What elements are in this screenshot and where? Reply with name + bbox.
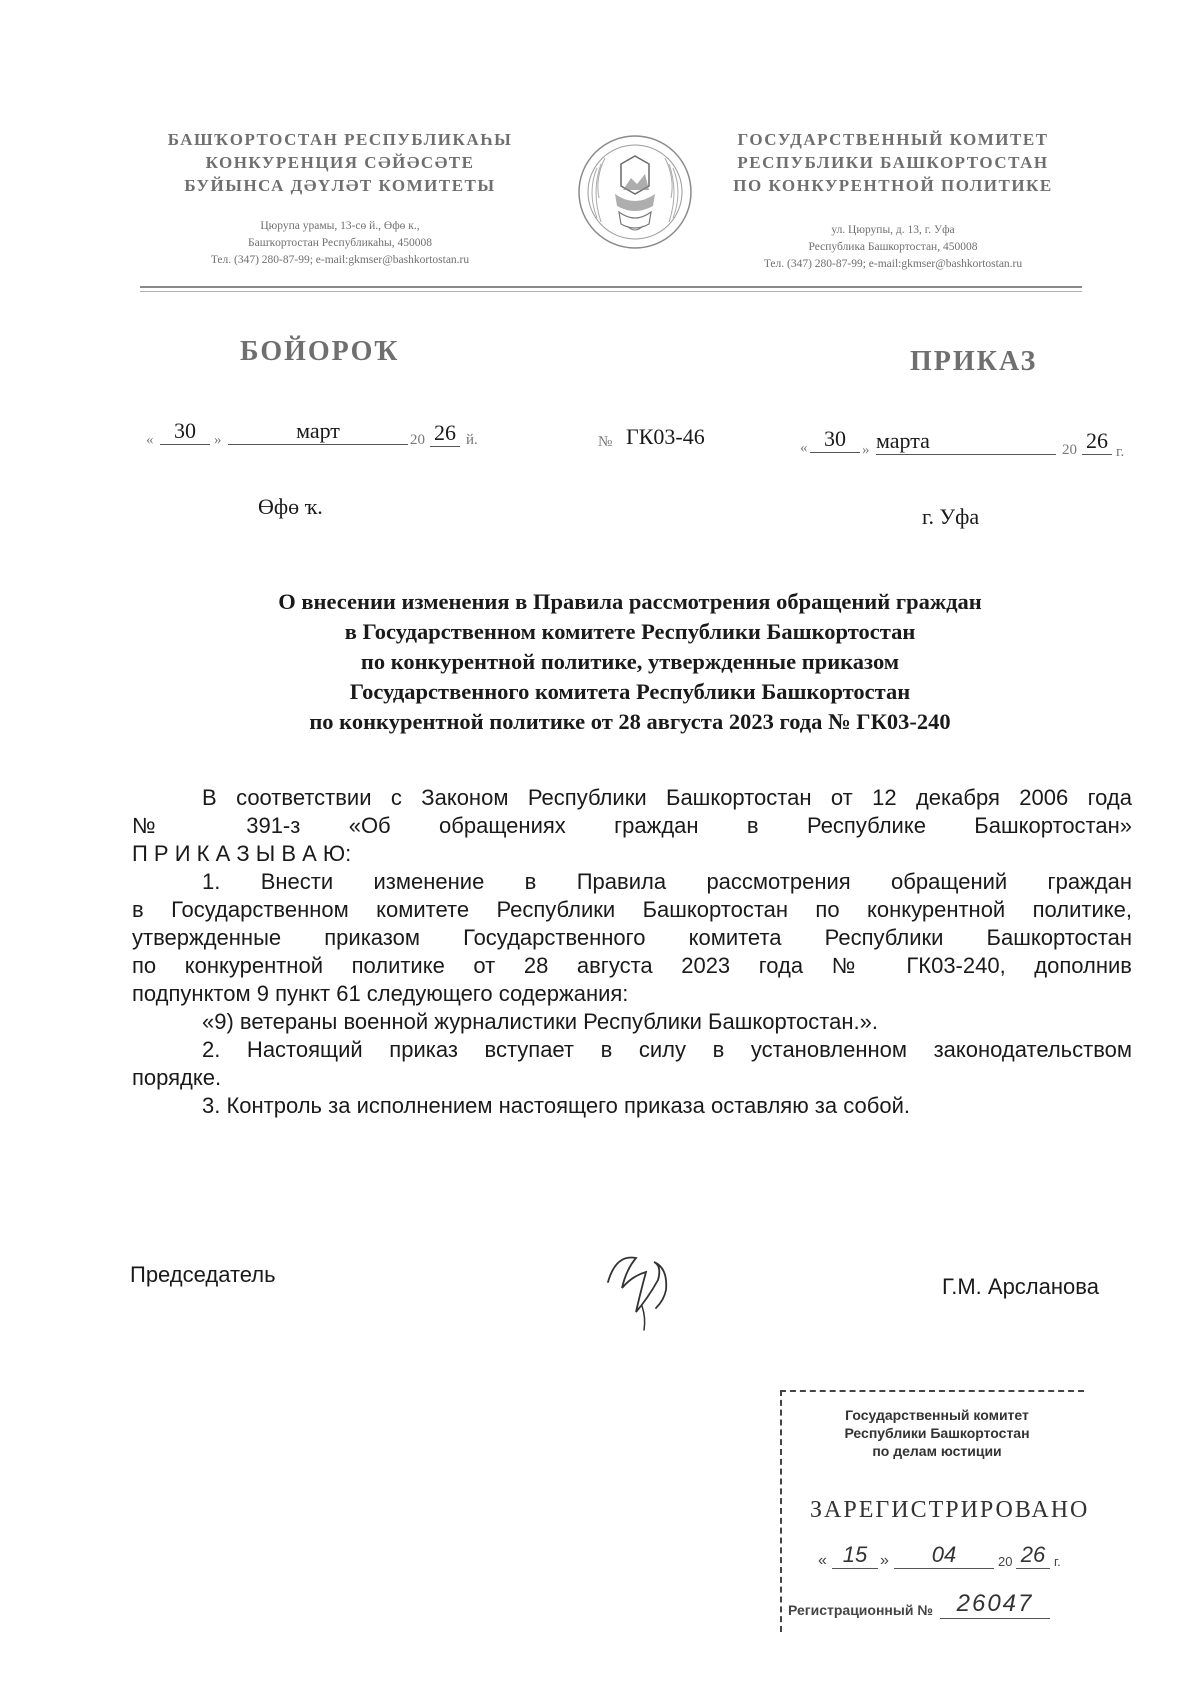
header-right-org-line: РЕСПУБЛИКИ БАШКОРТОСТАН <box>737 153 1049 172</box>
header-left-org-line: БАШҠОРТОСТАН РЕСПУБЛИКАҺЫ <box>167 130 513 149</box>
place-bashkir: Өфө ҡ. <box>258 494 323 519</box>
date-right-month: марта <box>876 428 1056 455</box>
signatory-position: Председатель <box>130 1262 276 1287</box>
order-number-sign: № <box>598 434 613 450</box>
stamp-year-unit: г. <box>1054 1554 1061 1569</box>
order-body <box>132 784 1132 1120</box>
header-right-address-line: ул. Цюрупы, д. 13, г. Уфа <box>831 224 955 236</box>
stamp-year-suffix: 26 <box>1016 1542 1050 1569</box>
handwritten-signature <box>596 1236 696 1336</box>
date-left-close-quote: » <box>214 432 222 448</box>
order-number: ГК03-46 <box>626 424 705 449</box>
item3-line: 3. Контроль за исполнением настоящего приказа оставляю за собой. <box>202 1093 910 1118</box>
title-line: по конкурентной политике от 28 августа 2023 года № ГК03-240 <box>309 709 951 734</box>
header-right-address-line: Республика Башкортостан, 450008 <box>808 241 978 253</box>
header-divider-thin <box>140 291 1082 292</box>
preamble-line: № 391-з «Об обращениях граждан в Республике Башкортостан» <box>132 813 1132 838</box>
date-right-year-suffix: 26 <box>1082 428 1112 455</box>
stamp-day: 15 <box>832 1542 878 1569</box>
header-left-address <box>140 218 540 269</box>
quote-line: «9) ветераны военной журналистики Республики Башкортостан.». <box>202 1009 878 1034</box>
item1-line: по конкурентной политике от 28 августа 2023 года № ГК03-240, дополнив <box>132 953 1132 978</box>
header-right-org-line: ГОСУДАРСТВЕННЫЙ КОМИТЕТ <box>737 130 1049 149</box>
date-right-year-prefix: 20 <box>1062 442 1077 458</box>
header-left-org-line: БУЙЫНСА ДӘҮЛӘТ КОМИТЕТЫ <box>184 176 496 195</box>
stamp-registered: ЗАРЕГИСТРИРОВАНО <box>810 1497 1090 1523</box>
title-line: в Государственном комитете Республики Башкортостан <box>344 619 916 644</box>
date-left-month: март <box>228 418 408 445</box>
stamp-month: 04 <box>894 1542 994 1569</box>
item1-line: утвержденные приказом Государственного комитета Республики Башкортостан <box>132 925 1132 950</box>
date-left-year-prefix: 20 <box>410 432 425 448</box>
date-left-year-suffix: 26 <box>430 420 460 447</box>
stamp-org-line: Государственный комитет <box>845 1407 1029 1423</box>
date-right-unit: г. <box>1116 444 1125 460</box>
header-left-org-line: КОНКУРЕНЦИЯ СӘЙӘСӘТЕ <box>205 153 475 172</box>
header-left-address-line: Цюрупа урамы, 13-сө й., Өфө к., <box>260 220 420 232</box>
item1-line: в Государственном комитете Республики Башкортостан по конкурентной политике, <box>132 897 1132 922</box>
preamble-line: В соответствии с Законом Республики Башкортостан от 12 декабря 2006 года <box>202 785 1132 810</box>
item1-line: подпунктом 9 пункт 61 следующего содержания: <box>132 981 629 1006</box>
item2-line: порядке. <box>132 1065 222 1090</box>
doc-type-russian: ПРИКАЗ <box>910 346 1038 377</box>
title-line: О внесении изменения в Правила рассмотрения обращений граждан <box>278 589 982 614</box>
header-right-address-line: Тел. (347) 280-87-99; e-mail:gkmser@bashkortostan.ru <box>763 258 1023 270</box>
header-right-address <box>708 222 1078 273</box>
place-russian: г. Уфа <box>922 504 980 529</box>
date-right-open-quote: « <box>800 440 808 456</box>
header-left-address-line: Башҡортостан Республикаһы, 450008 <box>247 237 432 249</box>
date-right-day: 30 <box>810 426 860 453</box>
date-left-open-quote: « <box>146 432 154 448</box>
header-right-org-line: ПО КОНКУРЕНТНОЙ ПОЛИТИКЕ <box>733 176 1053 195</box>
doc-type-bashkir: БОЙОРОҠ <box>240 336 400 367</box>
stamp-open-quote: « <box>818 1552 827 1569</box>
order-title <box>200 587 1060 737</box>
title-line: по конкурентной политике, утвержденные приказом <box>360 649 900 674</box>
header-right-org <box>708 128 1078 197</box>
stamp-org-line: по делам юстиции <box>872 1443 1002 1459</box>
preamble-orders: П Р И К А З Ы В А Ю: <box>132 841 352 866</box>
stamp-org-line: Республики Башкортостан <box>844 1425 1030 1441</box>
stamp-close-quote: » <box>880 1552 889 1569</box>
title-line: Государственного комитета Республики Башкортостан <box>349 679 911 704</box>
header-left-address-line: Тел. (347) 280-87-99; e-mail:gkmser@bashkortostan.ru <box>210 254 470 266</box>
signatory-name: Г.М. Арсланова <box>942 1274 1099 1299</box>
stamp-org <box>792 1406 1082 1460</box>
stamp-year-prefix: 20 <box>998 1554 1013 1569</box>
date-left-day: 30 <box>160 418 210 445</box>
stamp-reg-number: 26047 <box>940 1590 1050 1619</box>
date-left-unit: й. <box>466 432 478 448</box>
coat-of-arms-emblem <box>575 128 695 256</box>
item2-line: 2. Настоящий приказ вступает в силу в установленном законодательством <box>202 1037 1132 1062</box>
stamp-reg-label: Регистрационный № <box>788 1602 933 1618</box>
item1-line: 1. Внести изменение в Правила рассмотрения обращений граждан <box>202 869 1132 894</box>
header-left-org <box>140 128 540 197</box>
registration-stamp <box>780 1390 1090 1632</box>
date-right-close-quote: » <box>862 442 870 458</box>
header-divider <box>140 286 1082 288</box>
